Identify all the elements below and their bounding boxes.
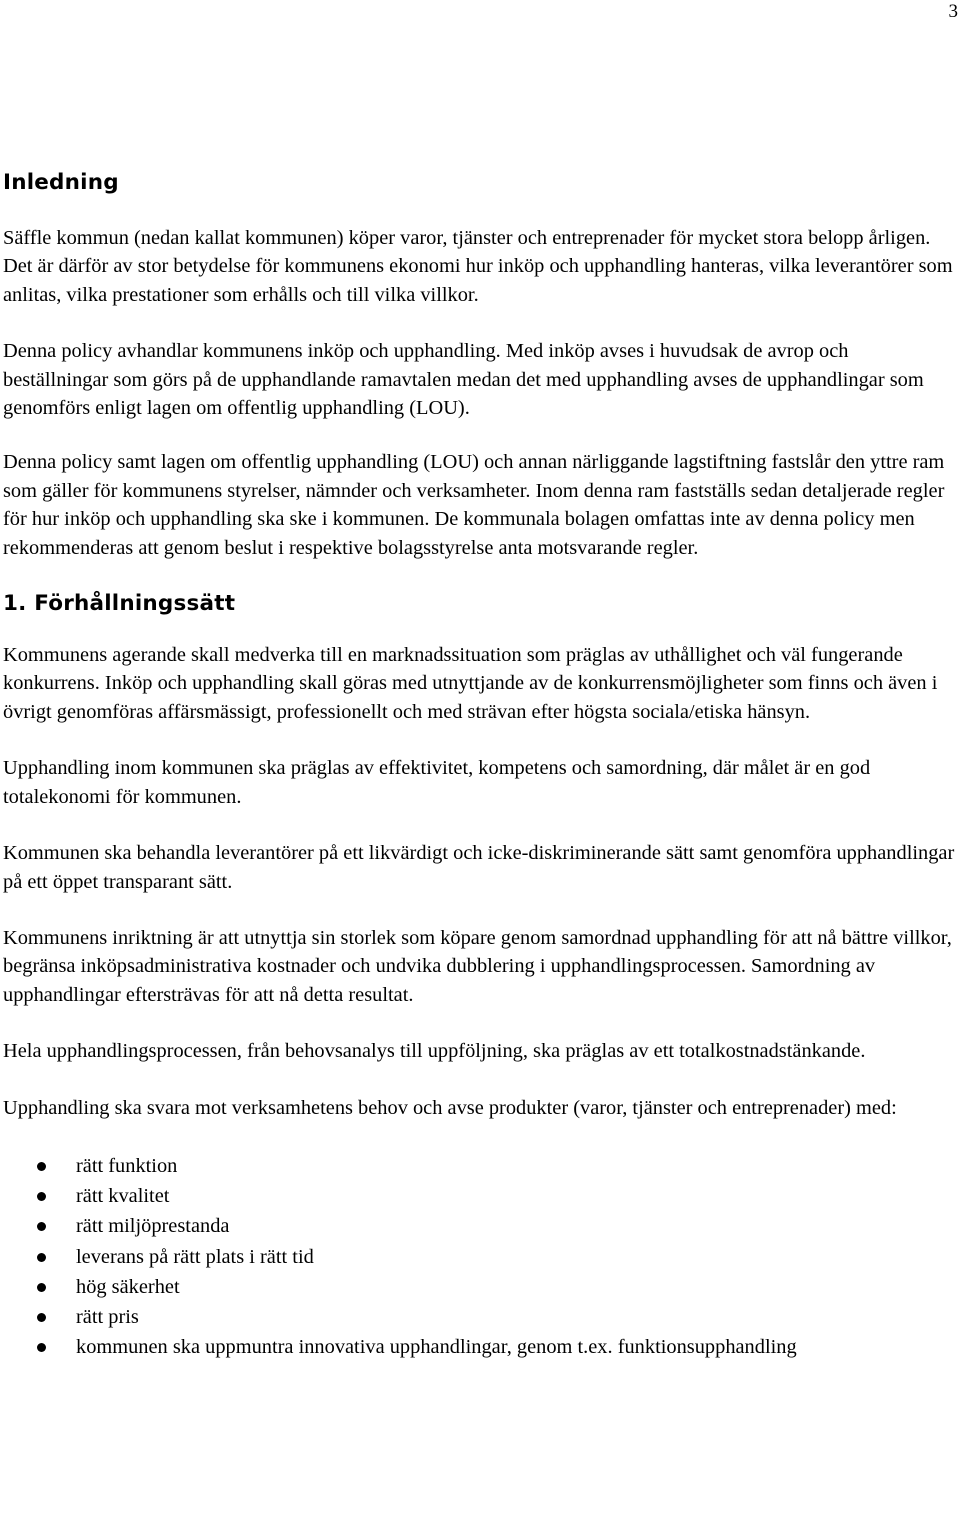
list-item xyxy=(3,1181,958,1211)
page-number: 3 xyxy=(948,1,958,22)
document-body xyxy=(3,168,958,1362)
list-item xyxy=(3,1332,958,1362)
section-heading-inledning: Inledning xyxy=(3,170,119,195)
bullet-icon xyxy=(37,1283,46,1292)
list-item xyxy=(3,1151,958,1181)
bullet-icon xyxy=(37,1313,46,1322)
paragraph-intro-3: Denna policy samt lagen om offentlig upphandling (LOU) och annan närliggande lagstiftning fastslår den yttre ram som gäller för kommunens styrelser, nämnder och verksamheter. Inom denna ram fastställs sedan detaljerade regler för hur inköp och upphandling ska ske i kommunen. De kommunala bolagen omfattas inte av denna policy men rekommenderas att genom beslut i respektive bolagsstyrelse anta motsvarande regler. xyxy=(3,451,945,559)
list-item-text: rätt funktion xyxy=(76,1154,178,1177)
paragraph-forhallningssatt-6: Upphandling ska svara mot verksamhetens behov och avse produkter (varor, tjänster och entreprenader) med: xyxy=(3,1096,897,1119)
list-item-text: rätt pris xyxy=(76,1305,139,1328)
paragraph-forhallningssatt-3: Kommunen ska behandla leverantörer på ett likvärdigt och icke-diskriminerande sätt samt genomföra upphandlingar på ett öppet transparant sätt. xyxy=(3,842,955,893)
list-item-text: rätt kvalitet xyxy=(76,1185,170,1208)
section-heading-forhallningssatt: 1. Förhållningssätt xyxy=(3,591,236,617)
paragraph-intro-1: Säffle kommun (nedan kallat kommunen) köper varor, tjänster och entreprenader för mycket stora belopp årligen. Det är därför av stor betydelse för kommunens ekonomi hur inköp och upphandling hanteras, vilka leverantörer som anlitas, vilka prestationer som erhålls och till vilka villkor. xyxy=(3,227,953,306)
list-item-text: leverans på rätt plats i rätt tid xyxy=(76,1245,314,1268)
list-item xyxy=(3,1302,958,1332)
list-item xyxy=(3,1242,958,1272)
bullet-icon xyxy=(37,1162,46,1171)
list-item-text: kommunen ska uppmuntra innovativa upphandlingar, genom t.ex. funktionsupphandling xyxy=(76,1336,797,1359)
list-item xyxy=(3,1211,958,1241)
bullet-icon xyxy=(37,1253,46,1262)
paragraph-forhallningssatt-4: Kommunens inriktning är att utnyttja sin storlek som köpare genom samordnad upphandling för att nå bättre villkor, begränsa inköpsadministrativa kostnader och undvika dubblering i upphandlingsprocessen. Samordning av upphandlingar eftersträvas för att nå detta resultat. xyxy=(3,926,952,1006)
requirements-list xyxy=(3,1151,958,1362)
paragraph-forhallningssatt-1: Kommunens agerande skall medverka till en marknadssituation som präglas av uthållighet och väl fungerande konkurrens. Inköp och upphandling skall göras med utnyttjande av de konkurrensmöjligheter som finns och även i övrigt genomföras affärsmässigt, professionellt och med strävan efter högsta sociala/etiska hänsyn. xyxy=(3,644,938,723)
list-item xyxy=(3,1272,958,1302)
list-item-text: rätt miljöprestanda xyxy=(76,1215,230,1238)
paragraph-intro-2: Denna policy avhandlar kommunens inköp och upphandling. Med inköp avses i huvudsak de avrop och beställningar som görs på de upphandlande ramavtalen medan det med upphandling avses de upphandlingar som genomförs enligt lagen om offentlig upphandling (LOU). xyxy=(3,340,924,420)
paragraph-forhallningssatt-5: Hela upphandlingsprocessen, från behovsanalys till uppföljning, ska präglas av ett totalkostnadstänkande. xyxy=(3,1040,866,1063)
list-item-text: hög säkerhet xyxy=(76,1275,180,1298)
bullet-icon xyxy=(37,1192,46,1201)
bullet-icon xyxy=(37,1222,46,1231)
paragraph-forhallningssatt-2: Upphandling inom kommunen ska präglas av effektivitet, kompetens och samordning, där målet är en god totalekonomi för kommunen. xyxy=(3,757,871,808)
bullet-icon xyxy=(37,1343,46,1352)
